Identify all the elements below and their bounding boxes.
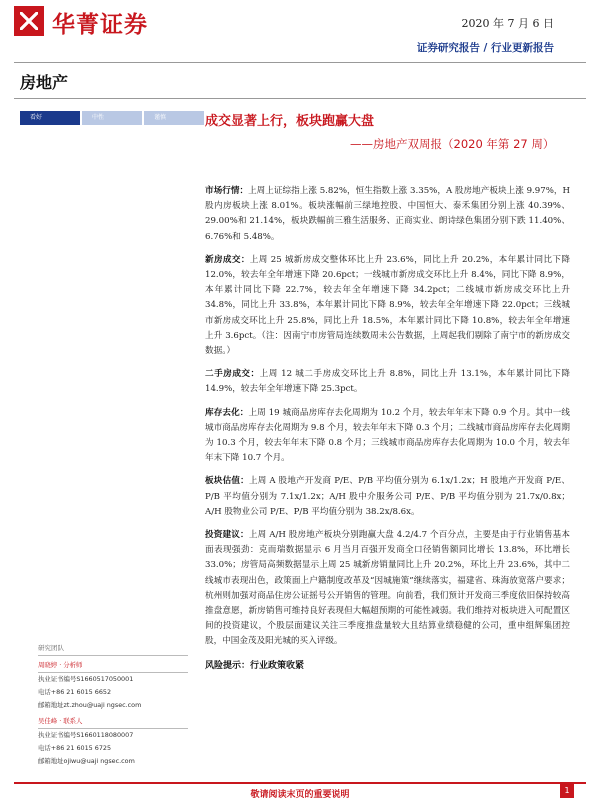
- page-number: 1: [560, 784, 574, 798]
- header-divider: [14, 62, 586, 63]
- footer-divider: [14, 782, 586, 784]
- brand-logo-text: 华菁证券: [52, 12, 148, 38]
- rating-tab-positive[interactable]: 看好: [20, 111, 80, 125]
- section-head: 板块估值：: [205, 476, 249, 487]
- risk-warning: 风险提示：行业政策收紧: [205, 660, 305, 671]
- report-date: 2020 年 7 月 6 日: [461, 17, 554, 30]
- analyst-card: [38, 660, 188, 712]
- report-type: 证券研究报告 / 行业更新报告: [416, 42, 554, 54]
- section-text: 上周 12 城二手房成交环比上升 8.8%，同比上升 13.1%，本年累计同比下降 14.9%，较去年全年增速下降 25.3pct。: [205, 369, 570, 395]
- analyst-name: 吴佳峰 · 联系人: [38, 716, 188, 729]
- footer-disclaimer[interactable]: 敬请阅读末页的重要说明: [250, 790, 350, 800]
- section-second-hand: [205, 367, 570, 397]
- section-valuation: [205, 474, 570, 520]
- analyst-phone: 电话+86 21 6015 6652: [38, 688, 112, 696]
- section-head: 投资建议：: [205, 530, 249, 541]
- section-inventory: [205, 406, 570, 467]
- analyst-name: 周晓婷 · 分析师: [38, 660, 188, 673]
- analyst-heading: 研究团队: [38, 643, 188, 656]
- analyst-cert: 执业证书编号S1660517050001: [38, 675, 134, 683]
- report-subtitle: ——房地产双周报（2020 年第 27 周）: [350, 137, 555, 151]
- rating-tab-neutral[interactable]: 中性: [82, 111, 142, 125]
- report-title: 成交显著上行，板块跑赢大盘: [205, 114, 375, 129]
- section-head: 新房成交：: [205, 254, 250, 265]
- section-investment: [205, 528, 570, 650]
- section-text: 上周 A/H 股房地产板块分别跑赢大盘 4.2/4.7 个百分点，主要是由于行业销售基本面表现强劲：克而瑞数据显示 6 月当月百强开发商全口径销售额同比增长 13.8%，环比增长 33.0%；房管局高频数据显示上周 25 城新房销量同比上升 20.2%，环比上升 23.6%，其中二线城市表现出色，政策面上户籍制度改革及“因城施策”继续落实，福建省、珠海放宽落户要求；杭州则加强对商品住房公证摇号公开销售的管理。向前看，我们预计开发商三季度依旧保持较高推盘意愿，新房销售可维持良好表现但大幅超预期的可能性减弱。我们维持对板块进入可配置区间的投资建议，个股层面建议关注三季度推盘量较大且结算业绩稳健的公司，重申组辉集团控股，中国金茂及阳光城的买入评级。: [205, 530, 570, 647]
- analyst-cert: 执业证书编号S1660118080007: [38, 731, 134, 739]
- section-head: 库存去化：: [205, 407, 249, 418]
- section-text: 上周上证综指上涨 5.82%，恒生指数上涨 3.35%，A 股房地产板块上涨 9.97%，H 股内房板块上涨 8.01%。板块涨幅前三绿地控股、中国恒大、泰禾集团分别上涨 40.39%、29.00%和 21.14%，板块跌幅前三雅生活服务、正商实业、朗诗绿色集团分别下跌 11.40%、6.76%和 5.48%。: [205, 186, 570, 242]
- section-market: [205, 184, 570, 245]
- analyst-phone: 电话+86 21 6015 6725: [38, 744, 112, 752]
- analyst-card: [38, 716, 188, 768]
- section-new-homes: [205, 253, 570, 359]
- rating-tabs: [20, 111, 204, 125]
- section-text: 上周 A 股地产开发商 P/E、P/B 平均值分别为 6.1x/1.2x；H 股地产开发商 P/E、P/B 平均值分别为 7.1x/1.2x；A/H 股中介服务公司 P/E、P/B 平均值分别为 21.7x/0.8x；A/H 股物业公司 P/E、P/B 平均值分别为 38.2x/8.6x。: [205, 476, 570, 517]
- section-head: 二手房成交：: [205, 369, 260, 380]
- section-head: 市场行情：: [205, 186, 249, 196]
- analyst-email[interactable]: 邮箱地址ojiwu@uaji ngsec.com: [38, 757, 135, 765]
- analyst-email[interactable]: 邮箱地址zt.zhou@uaji ngsec.com: [38, 701, 142, 709]
- rating-tab-cautious[interactable]: 谨慎: [144, 111, 204, 125]
- analyst-panel: [38, 643, 188, 772]
- sector-divider: [14, 98, 586, 99]
- section-text: 上周 25 城新房成交整体环比上升 23.6%，同比上升 20.2%，本年累计同比下降 12.0%，较去年全年增速下降 20.6pct；一线城市新房成交环比上升 8.4%，同比下降 8.9%，本年累计同比下降 22.7%，较去年全年增速下降 34.2pct；二线城市新房成交环比上升 34.8%，同比上升 33.8%，本年累计同比下降 8.9%，较去年全年增速下降 22.0pct；三线城市新房成交环比上升 25.8%，同比上升 18.5%，本年累计同比下降 10.8%，较去年全年增速上升 3.6pct。（注：因南宁市房管局连续数周未公告数据，上周起我们剔除了南宁市的新房成交数据。）: [205, 254, 570, 357]
- section-text: 上周 19 城商品房库存去化周期为 10.2 个月，较去年年末下降 0.9 个月。其中一线城市商品房库存去化周期为 9.8 个月，较去年年末下降 0.3 个月；二线城市商品房库存去化周期为 10.3 个月，较去年年末下降 0.8 个月；三线城市商品房库存去化周期为 10.0 个月，较去年年末下降 10.7 个月。: [205, 407, 570, 464]
- logo-mark-icon: [14, 6, 44, 36]
- sector-title: 房地产: [20, 73, 69, 92]
- report-body: [205, 184, 570, 671]
